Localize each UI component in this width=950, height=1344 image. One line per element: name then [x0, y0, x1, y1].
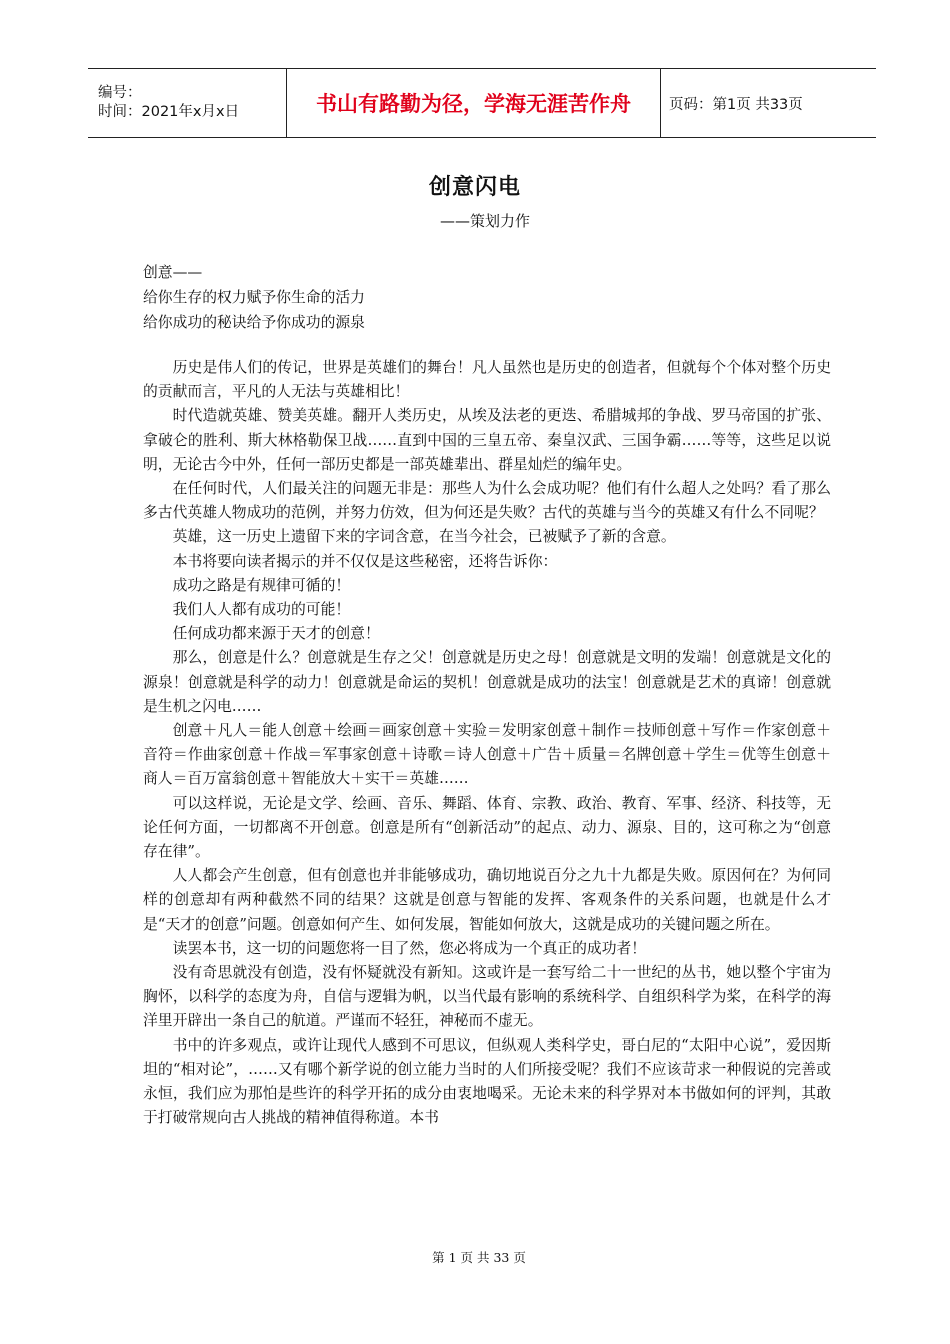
paragraph: 成功之路是有规律可循的！: [172, 576, 351, 594]
time-label: 时间：2021年x月x日: [98, 104, 240, 120]
paragraph: 那么，创意是什么？创意就是生存之父！创意就是历史之母！创意就是文明的发端！创意就是文化的源泉！创意就是科学的动力！创意就是命运的契机！创意就是成功的法宝！创意就是艺术的真谛！创意就是生机之闪电……: [143, 649, 831, 715]
paragraph: 在任何时代，人们最关注的问题无非是：那些人为什么会成功呢？他们有什么超人之处吗？看了那么多古代英雄人物成功的范例，并努力仿效，但为何还是失败？古代的英雄与当今的英雄又有什么不同呢？: [143, 480, 831, 522]
page-subtitle: ——策划力作: [439, 212, 530, 230]
paragraph: 本书将要向读者揭示的并不仅仅是这些秘密，还将告诉你：: [172, 552, 558, 570]
intro-block: [143, 260, 833, 335]
serial-label: 编号：: [98, 85, 142, 101]
paragraph: 可以这样说，无论是文学、绘画、音乐、舞蹈、体育、宗教、政治、教育、军事、经济、科技等，无论任何方面，一切都离不开创意。创意是所有“创新活动”的起点、动力、源泉、目的，这可称之为“创意存在律”。: [143, 794, 831, 861]
intro-line: 给你成功的秘诀给予你成功的源泉: [143, 314, 365, 331]
page-header: [88, 68, 876, 138]
paragraph: 没有奇思就没有创造，没有怀疑就没有新知。这或许是一套写给二十一世纪的丛书，她以整个宇宙为胸怀，以科学的态度为舟，自信与逻辑为帆，以当代最有影响的系统科学、自组织科学为桨，在科学的海洋里开辟出一条自己的航道。严谨而不轻狂，神秘而不虚无。: [143, 964, 831, 1030]
paragraph: 时代造就英雄、赞美英雄。翻开人类历史，从埃及法老的更迭、希腊城邦的争战、罗马帝国的扩张、拿破仑的胜利、斯大林格勒保卫战……直到中国的三皇五帝、秦皇汉武、三国争霸……等等，这些足以说明，无论古今中外，任何一部历史都是一部英雄辈出、群星灿烂的编年史。: [143, 407, 831, 473]
header-meta: [88, 69, 286, 137]
intro-line: 创意——: [143, 264, 203, 281]
intro-line: 给你生存的权力赋予你生命的活力: [143, 289, 365, 306]
header-motto: 书山有路勤为径，学海无涯苦作舟: [286, 69, 661, 137]
paragraph: 创意＋凡人＝能人创意＋绘画＝画家创意＋实验＝发明家创意＋制作＝技师创意＋写作＝作家创意＋音符＝作曲家创意＋作战＝军事家创意＋诗歌＝诗人创意＋广告＋质量＝名牌创意＋学生＝优等生创意＋商人＝百万富翁创意＋智能放大＋实干＝英雄……: [143, 722, 831, 788]
paragraph: 书中的许多观点，或许让现代人感到不可思议，但纵观人类科学史，哥白尼的“太阳中心说”，爱因斯坦的“相对论”，……又有哪个新学说的创立能力当时的人们所接受呢？我们不应该苛求一种假说的完善或永恒，我们应为那怕是些许的科学开拓的成分由衷地喝采。无论未来的科学界对本书做如何的评判，其敢于打破常规向古人挑战的精神值得称道。本书: [143, 1036, 831, 1127]
paragraph: 人人都会产生创意，但有创意也并非能够成功，确切地说百分之九十九都是失败。原因何在？为何同样的创意却有两种截然不同的结果？这就是创意与智能的发挥、客观条件的关系问题，也就是什么才是“天才的创意”问题。创意如何产生、如何发展，智能如何放大，这就是成功的关键问题之所在。: [143, 867, 831, 933]
paragraph: 任何成功都来源于天才的创意！: [172, 625, 380, 643]
paragraph: 历史是伟人们的传记，世界是英雄们的舞台！凡人虽然也是历史的创造者，但就每个个体对整个历史的贡献而言，平凡的人无法与英雄相比！: [143, 359, 831, 401]
body-text: [143, 356, 831, 1131]
page-footer: 第 1 页 共 33 页: [432, 1250, 526, 1265]
header-page-info: 页码：第1页 共33页: [669, 96, 803, 113]
paragraph: 读罢本书，这一切的问题您将一目了然，您必将成为一个真正的成功者！: [172, 939, 647, 957]
paragraph: 英雄，这一历史上遗留下来的字词含意，在当今社会，已被赋予了新的含意。: [172, 528, 676, 546]
page-title: 创意闪电: [428, 174, 521, 200]
paragraph: 我们人人都有成功的可能！: [172, 601, 351, 619]
